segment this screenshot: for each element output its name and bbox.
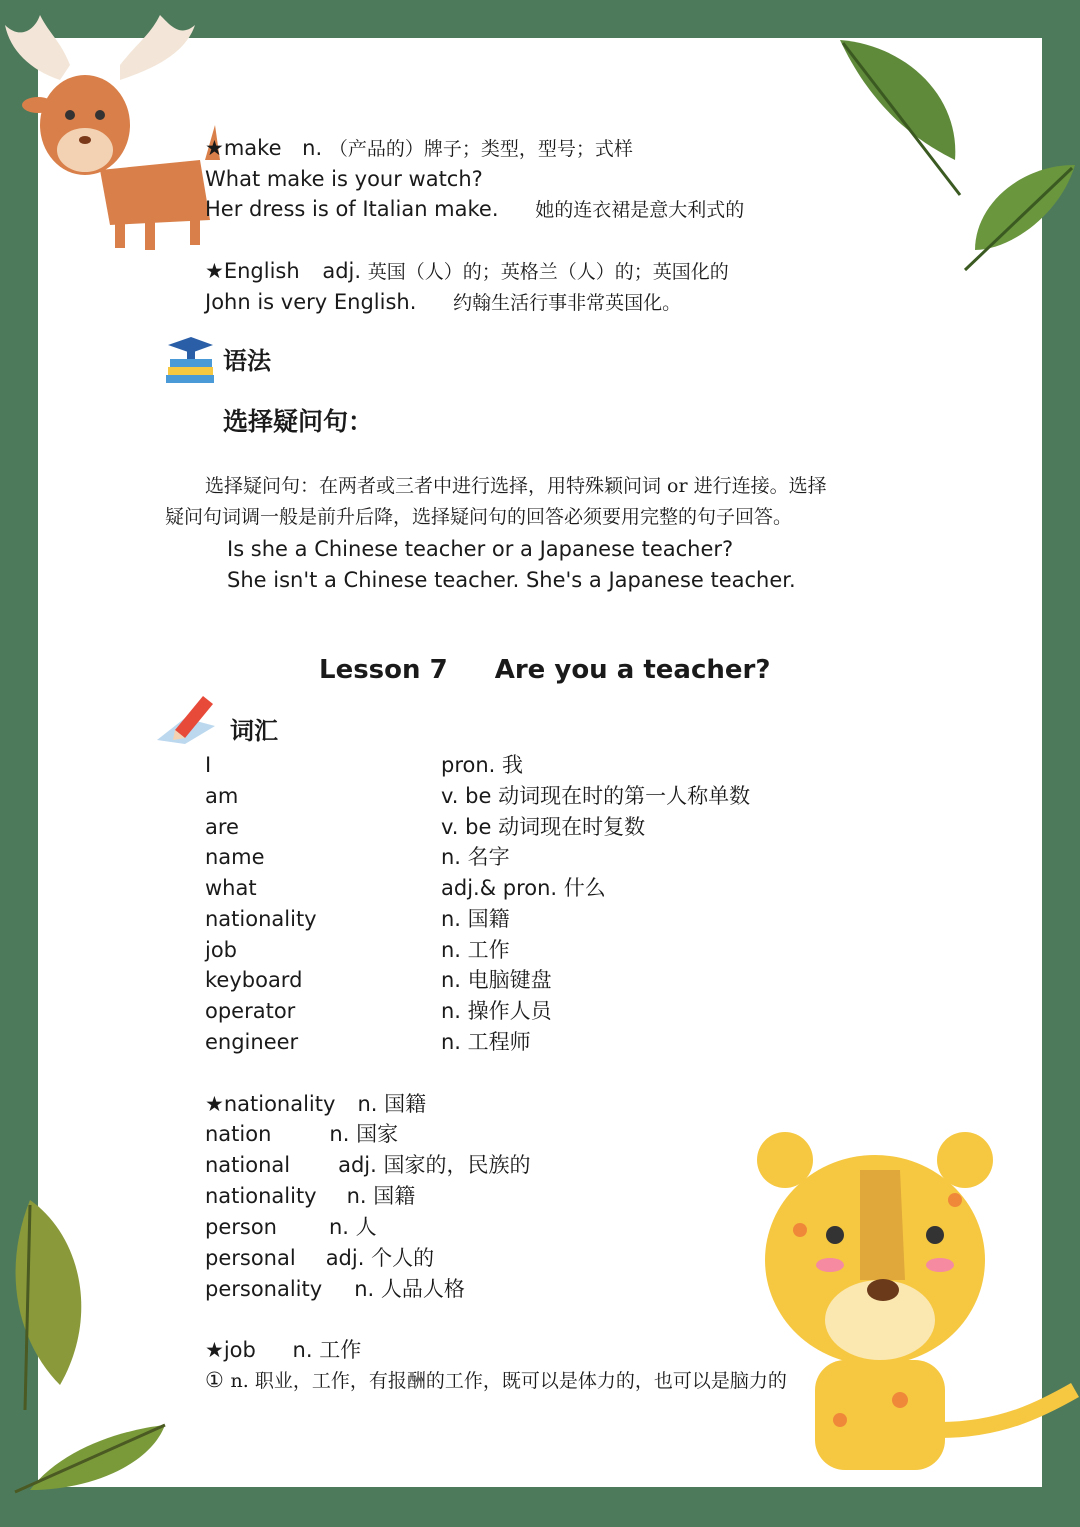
word-family-row — [205, 1182, 415, 1210]
leaf-icon — [835, 35, 970, 200]
sense-number: ① — [205, 1368, 224, 1392]
word-family-row — [205, 1213, 377, 1241]
vocab-word: are — [205, 815, 239, 839]
grammar-section-title: 语法 — [223, 346, 271, 375]
leopard-illustration — [740, 1130, 1080, 1485]
family-word: person — [205, 1215, 277, 1239]
vocab-word: engineer — [205, 1030, 299, 1054]
vocab-def: pron. 我 — [441, 753, 524, 777]
headword: ★English — [205, 259, 300, 283]
family-def: adj. 国家的，民族的 — [338, 1153, 531, 1177]
family-word: personal — [205, 1246, 296, 1270]
family-def: adj. 个人的 — [325, 1246, 435, 1270]
vocab-def: n. 名字 — [441, 845, 510, 869]
grammar-paragraph: 选择疑问句：在两者或三者中进行选择，用特殊颖问词 or 进行连接。选择 — [205, 475, 827, 497]
grammar-example: She isn't a Chinese teacher. She's a Japanese teacher. — [227, 568, 796, 592]
leaf-icon — [0, 1195, 100, 1415]
word-family-row — [205, 1275, 465, 1303]
vocab-word: nationality — [205, 907, 317, 931]
lesson-name: Are you a teacher? — [494, 655, 771, 685]
vocab-word: keyboard — [205, 968, 303, 992]
vocab-def: adj.& pron. 什么 — [441, 876, 606, 900]
job-def: n. 工作 — [292, 1338, 362, 1362]
job-entry-line — [205, 1336, 361, 1364]
family-word: personality — [205, 1277, 323, 1301]
family-word: ★nationality — [205, 1092, 336, 1116]
example-en: Her dress is of Italian make. — [205, 197, 499, 221]
vocab-word: operator — [205, 999, 296, 1023]
vocab-def: v. be 动词现在时复数 — [441, 815, 646, 839]
pencil-icon — [155, 688, 220, 746]
family-def: n. 国籍 — [357, 1092, 427, 1116]
vocab-word: name — [205, 845, 265, 869]
leaf-icon — [10, 1420, 170, 1495]
lesson-number: Lesson 7 — [319, 655, 448, 685]
vocab-def: n. 操作人员 — [441, 999, 552, 1023]
vocab-word: what — [205, 876, 257, 900]
grammar-example: Is she a Chinese teacher or a Japanese teacher? — [227, 537, 734, 561]
family-word: national — [205, 1153, 291, 1177]
family-def: n. 人 — [328, 1215, 377, 1239]
vocab-def: n. 工作 — [441, 938, 510, 962]
example-sentence — [205, 195, 744, 224]
family-def: n. 国家 — [329, 1122, 399, 1146]
example-sentence: What make is your watch? — [205, 167, 483, 191]
vocab-def: v. be 动词现在时的第一人称单数 — [441, 784, 751, 808]
example-zh: 约翰生活行事非常英国化。 — [453, 292, 682, 314]
headword: ★job — [205, 1338, 256, 1362]
family-word: nation — [205, 1122, 272, 1146]
vocab-word: I — [205, 753, 212, 777]
word-family-row — [205, 1244, 434, 1272]
lesson-title — [319, 652, 770, 688]
vocab-def: n. 电脑键盘 — [441, 968, 552, 992]
headword: ★make — [205, 136, 282, 160]
grammar-heading: 选择疑问句： — [223, 407, 374, 436]
family-def: n. 国籍 — [346, 1184, 416, 1208]
deer-illustration — [0, 10, 230, 255]
meaning: （产品的）牌子；类型，型号；式样 — [328, 138, 633, 160]
vocab-word: am — [205, 784, 239, 808]
make-entry-line — [205, 134, 633, 163]
vocab-section-title: 词汇 — [230, 716, 278, 745]
word-family-row — [205, 1090, 426, 1118]
vocab-def: n. 工程师 — [441, 1030, 531, 1054]
job-sense-line — [205, 1366, 787, 1395]
english-entry-line — [205, 257, 729, 286]
word-family-row — [205, 1151, 531, 1179]
example-sentence — [205, 288, 681, 317]
part-of-speech: n. — [302, 136, 323, 160]
part-of-speech: adj. — [322, 259, 362, 283]
leaf-icon — [960, 160, 1080, 275]
word-family-row — [205, 1120, 398, 1148]
vocab-def: n. 国籍 — [441, 907, 510, 931]
grammar-paragraph: 疑问句词调一般是前升后降，选择疑问句的回答必须要用完整的句子回答。 — [165, 506, 793, 528]
example-en: John is very English. — [205, 290, 417, 314]
sense-text: n. 职业，工作，有报酬的工作，既可以是体力的，也可以是脑力的 — [230, 1370, 787, 1392]
books-icon — [163, 335, 218, 385]
family-def: n. 人品人格 — [354, 1277, 465, 1301]
example-zh: 她的连衣裙是意大利式的 — [535, 199, 745, 221]
vocab-word: job — [205, 938, 238, 962]
meaning: 英国（人）的；英格兰（人）的；英国化的 — [367, 261, 729, 283]
family-word: nationality — [205, 1184, 317, 1208]
